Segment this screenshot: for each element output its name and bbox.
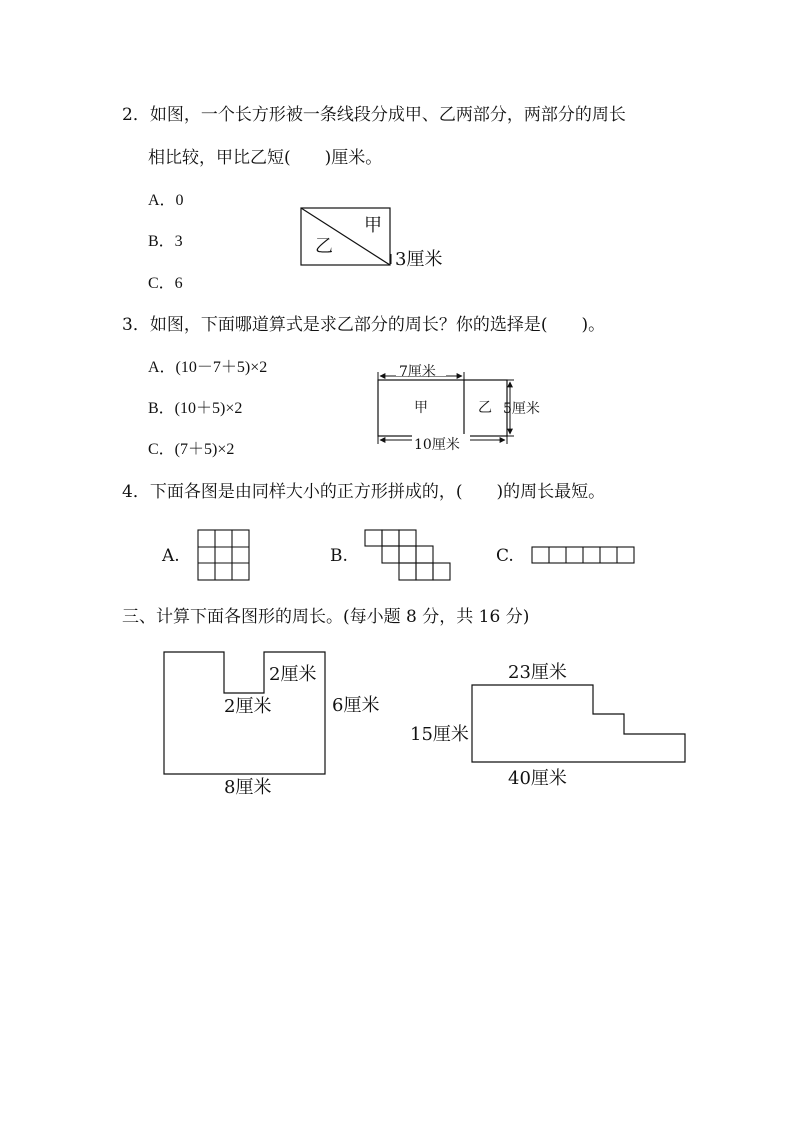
s3-figure-2 [410, 662, 685, 789]
q2-line1: 2．如图，一个长方形被一条线段分成甲、乙两部分，两部分的周长 [122, 105, 626, 125]
q3-figure [378, 363, 540, 453]
q4-line1: 4．下面各图是由同样大小的正方形拼成的，( )的周长最短。 [122, 482, 606, 502]
q3-label-jia: 甲 [414, 400, 428, 416]
q4-figure-a [198, 530, 249, 580]
q3-label-bottom: 10厘米 [414, 437, 460, 453]
q4-option-b[interactable]: B. [330, 546, 348, 566]
q3-option-b[interactable]: B．(10＋5)×2 [148, 400, 243, 417]
q2-option-a[interactable]: A．0 [148, 192, 184, 209]
s3f2-label-left: 15厘米 [410, 724, 469, 745]
section3-title: 三、计算下面各图形的周长。(每小题 8 分，共 16 分) [122, 607, 530, 627]
s3f2-label-bottom: 40厘米 [508, 768, 567, 789]
q3-label-yi: 乙 [478, 400, 492, 416]
s3f1-label-right: 6厘米 [332, 695, 380, 716]
q3-option-c[interactable]: C．(7＋5)×2 [148, 441, 235, 458]
q4-figure-c [532, 547, 634, 563]
q2-label-yi: 乙 [315, 236, 333, 257]
q2-option-b[interactable]: B．3 [148, 233, 183, 250]
q2-label-jia: 甲 [364, 215, 382, 236]
q3-label-right: 5厘米 [503, 401, 540, 417]
s3-figure-1 [164, 652, 379, 798]
q3-line1: 3．如图，下面哪道算式是求乙部分的周长？你的选择是( )。 [122, 315, 606, 335]
q2-figure [301, 208, 442, 270]
q4-option-a[interactable]: A. [162, 546, 180, 566]
q3-label-top: 7厘米 [399, 364, 436, 380]
s3f2-label-top: 23厘米 [508, 662, 567, 683]
q4-figure-b [365, 530, 450, 580]
q3-option-a[interactable]: A．(10－7＋5)×2 [148, 359, 268, 376]
q4-option-c[interactable]: C. [496, 546, 514, 566]
s3f1-label-bottom: 8厘米 [224, 777, 272, 798]
s3f1-label-notch-w: 2厘米 [224, 696, 272, 717]
q2-option-c[interactable]: C．6 [148, 275, 183, 292]
q2-label-side: 3厘米 [395, 249, 443, 270]
s3f1-label-notch-h: 2厘米 [269, 664, 317, 685]
q2-line2: 相比较，甲比乙短( )厘米。 [148, 148, 383, 168]
